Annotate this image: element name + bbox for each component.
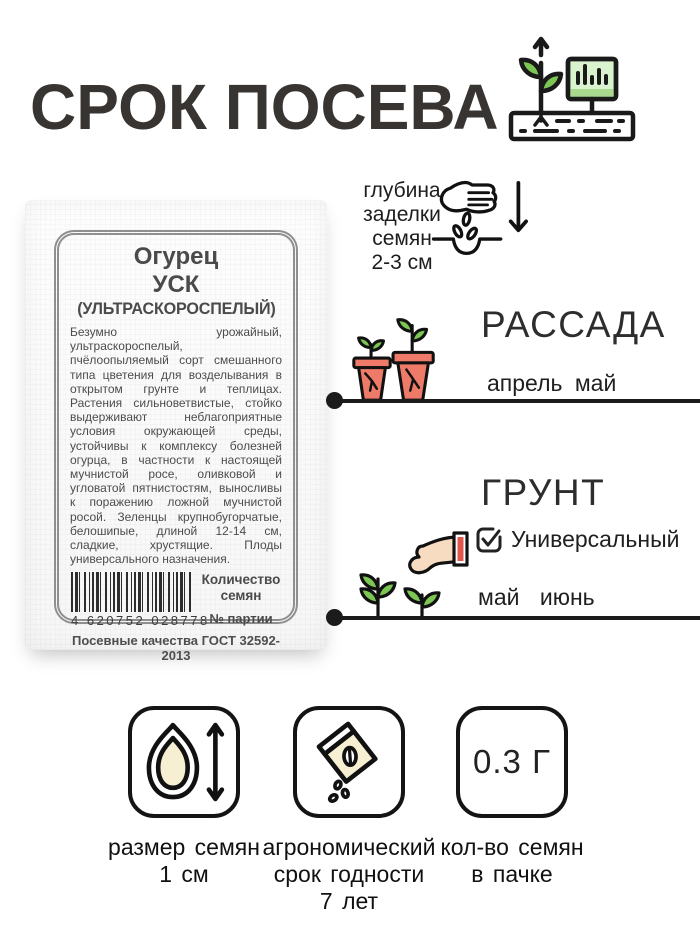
section-title-grunt: ГРУНТ [481,472,606,513]
seed-packet-pouring-icon [301,714,397,810]
depth-line: заделки [363,203,441,226]
soil-type-row [476,526,679,553]
gost-standard-label: Посевные качества ГОСТ 32592-2013 [71,633,281,664]
soil-type-label: Универсальный [511,526,680,552]
caption-seed-size: размер семян 1 см [108,834,260,887]
seed-size-icon [136,714,232,810]
section-title-rassada: РАССАДА [481,304,666,345]
pack-weight-value: 0.3 Г [473,743,551,780]
hand-sowing-plants-icon [356,527,470,619]
card-seed-count [456,706,568,818]
depth-line: семян [372,227,432,250]
grunt-timeline [333,616,700,620]
barcode [71,572,210,629]
packet-variety-subtitle: (УЛЬТРАСКОРОСПЕЛЫЙ) [76,299,276,318]
plant-growth-monitor-icon [505,33,640,157]
rassada-timeline [333,399,700,403]
caption-shelf-life: агрономический срок годности 7 лет [262,834,436,914]
grunt-months: май июнь [478,584,595,610]
depth-line: 2-3 см [371,251,433,274]
hand-dropping-seeds-icon [432,174,532,260]
rassada-months: апрель май [487,370,617,396]
packet-barcode-row [71,572,283,628]
seed-quantity-label: Количество семян [201,572,281,603]
rassada-timeline-dot [326,392,343,409]
caption-seed-count: кол-во семян в пачке [440,834,584,887]
page-title: СРОК ПОСЕВА [30,71,499,143]
grunt-timeline-dot [326,609,343,626]
packet-description: Безумно урожайный, ультраскороспелый, пчёлоопыляемый сорт смешанного типа цветения для возделывания в открытом грунте и теплицах. Растения сильноветвистые, стойко выдерживают неблагоприятные условия окружающей среды, устойчивы к комплексу болезней огурца, в частности к настоящей мучнистой росе, оливковой и угловатой пятнистостям, выносливы к поражению ложной мучнистой росой. Зеленцы крупнобугорчатые, белошипые, длиной 12-14 см, сладкие, хрустящие. Плоды универсального назначения. [70,325,282,567]
seedling-pots-icon [350,316,438,404]
packet-variety-name: УСК [152,271,200,298]
packet-culture-name: Огурец [133,243,219,270]
checked-checkbox-icon [476,527,502,553]
barcode-digits: 4 620752 028778 [71,613,210,629]
batch-number-label: № партии [209,611,273,627]
packet-frame [54,230,298,664]
card-shelf-life [293,706,405,818]
barcode-bars [71,572,191,612]
card-seed-size [128,706,240,818]
seed-packet [25,200,327,664]
packet-labels [193,572,283,628]
depth-line: глубина [363,179,441,202]
